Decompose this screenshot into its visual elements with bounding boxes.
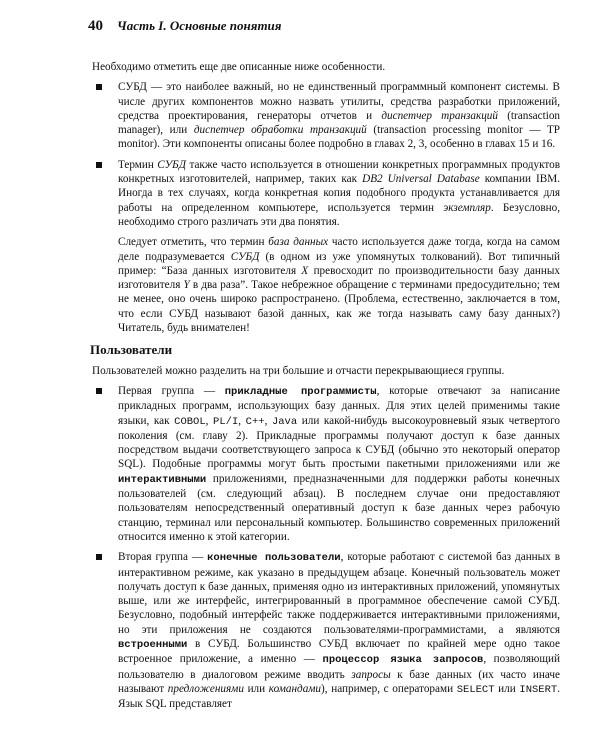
bullet-paragraph: СУБД — это наиболее важный, но не единственный программный компонент системы. В числе других компонентов можно назвать утилиты, средства разработки приложений, средства проектирования, генераторы отчетов и диспетчер транзакций (transaction manager), или диспетчер обработки транзакций (transaction processing monitor — TP monitor). Эти компоненты описаны более подробно в главах 2, 3, особенно в главах 15 и 16. bbox=[118, 81, 561, 151]
intro-paragraph: Необходимо отметить еще две описанные ниже особенности. bbox=[92, 61, 386, 73]
bullet-item-dbms-components bbox=[92, 80, 560, 151]
bullet-subparagraph: Следует отметить, что термин база данных часто используется даже тогда, когда на самом деле подразумевается СУБД (в одном из уже упомянутых толкований). Вот типичный пример: “База данных изготовителя X превосходит по производительности базу данных изготовителя Y в два раза”. Такое небрежное обращение с терминами предосудительно; тем не менее, оно очень широко распространено. (Проблема, естественно, заключается в том, что если СУБД называют базой данных, как же тогда называть саму базу данных?) Читатель, будь внимателен! bbox=[118, 236, 561, 335]
bullet-item-application-programmers bbox=[92, 384, 560, 544]
square-bullet-icon bbox=[96, 84, 102, 90]
page-body bbox=[92, 60, 560, 717]
page-header bbox=[88, 18, 560, 35]
bullet-item-end-users bbox=[92, 550, 560, 711]
bullet-paragraph: Термин СУБД также часто используется в отношении конкретных программных продуктов конкретных изготовителей, например, таких как DB2 Universal Database компании IBM. Иногда в тех случаях, когда конкретная копия подобного продукта устанавливается для работы на определенном компьютере, используется термин экземпляр. Безусловно, необходимо строго различать эти два понятия. bbox=[118, 158, 560, 228]
page-number: 40 bbox=[88, 18, 103, 34]
section-heading: Пользователи bbox=[90, 342, 173, 358]
bullet-item-dbms-term bbox=[92, 158, 560, 336]
square-bullet-icon bbox=[96, 554, 102, 560]
bullet-paragraph: Вторая группа — конечные пользователи, которые работают с системой баз данных в интерактивном режиме, как указано в предыдущем абзаце. Конечный пользователь может получать доступ к базе данных, применяя одно из интерактивных приложений, упомянутых выше, или же интерфейс, интегрированный в программное обеспечение самой СУБД. Безусловно, подобный интерфейс также поддерживается интерактивными приложениями, но эти приложения не создаются пользователями-программистами, а являются встроенными в СУБД. Большинство СУБД включает по крайней мере одно такое встроенное приложение, а именно — процессор языка запросов, позволяющий пользователю в диалоговом режиме вводить запросы к базе данных (их часто иначе называют предложениями или командами), например, с операторами SELECT или INSERT. Язык SQL представляет bbox=[118, 551, 561, 711]
running-title: Часть I. Основные понятия bbox=[117, 18, 282, 33]
square-bullet-icon bbox=[96, 388, 102, 394]
bullet-paragraph: Первая группа — прикладные программисты, которые отвечают за написание прикладных программ, использующих базу данных. Для этих целей применимы такие языки, как COBOL, PL/I, C++, Java или какой-нибудь высокоуровневый язык четвертого поколения (см. главу 2). Прикладные программы получают доступ к базе данных посредством выдачи соответствующего запроса к СУБД (обычно это некоторый оператор SQL). Подобные программы могут быть простыми пакетными приложениями или же интерактивными приложениями, предназначенными для поддержки работы конечных пользователей (см. следующий абзац). В последнем случае они предоставляют пользователям непосредственный оперативный доступ к базе данных через рабочую станцию, терминал или персональный компьютер. Большинство современных приложений относится именно к этой категории. bbox=[118, 384, 561, 543]
section-intro: Пользователей можно разделить на три большие и отчасти перекрывающиеся группы. bbox=[92, 364, 505, 377]
square-bullet-icon bbox=[96, 162, 102, 168]
